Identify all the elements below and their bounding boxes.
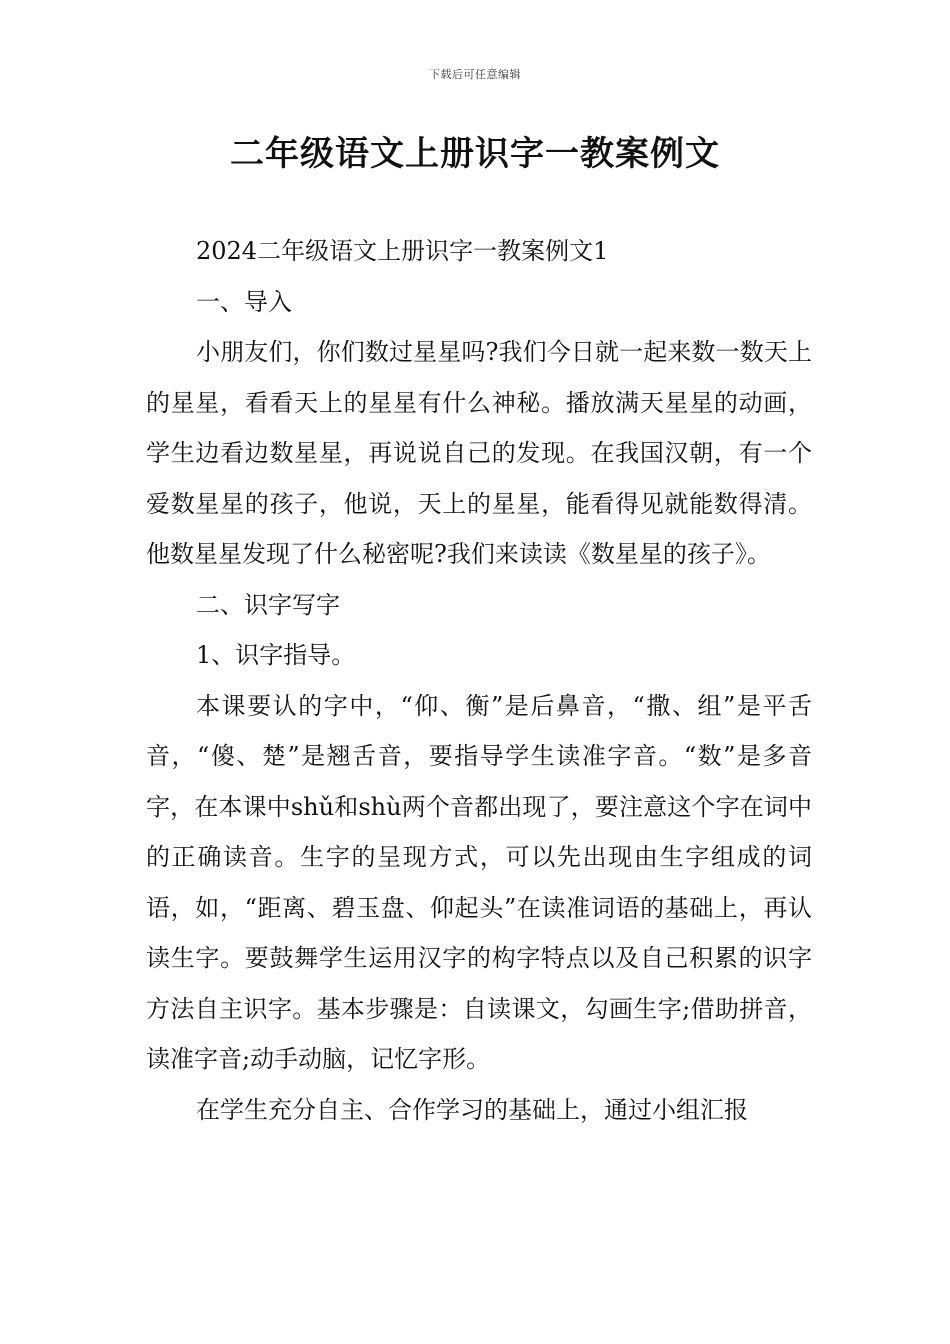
body-paragraph: 本课要认的字中，“仰、衡”是后鼻音，“撒、组”是平舌音，“傻、楚”是翘舌音，要指导学生读准字音。“数”是多音字，在本课中shǔ和shù两个音都出现了，要注意这个字在词中的正确读音。生字的呈现方式，可以先出现由生字组成的词语，如，“距离、碧玉盘、仰起头”在读准词语的基础上，再认读生字。要鼓舞学生运用汉字的构字特点以及自己积累的识字方法自主识字。基本步骤是：自读课文，勾画生字;借助拼音，读准字音;动手动脑，记忆字形。 — [146, 691, 812, 1073]
subsection-heading: 一、导入 — [196, 287, 292, 316]
body-paragraph: 在学生充分自主、合作学习的基础上，通过小组汇报 — [196, 1095, 748, 1124]
header-note: 下载后可任意编辑 — [429, 68, 521, 81]
document-title: 二年级语文上册识字一教案例文 — [230, 134, 720, 174]
section-heading: 2024二年级语文上册识字一教案例文1 — [196, 237, 609, 265]
subsection-heading: 二、识字写字 — [196, 590, 340, 619]
document-body — [146, 226, 812, 1135]
body-paragraph: 小朋友们，你们数过星星吗?我们今日就一起来数一数天上的星星，看看天上的星星有什么神秘。播放满天星星的动画，学生边看边数星星，再说说自己的发现。在我国汉朝，有一个爱数星星的孩子，他说，天上的星星，能看得见就能数得清。他数星星发现了什么秘密呢?我们来读读《数星星的孩子》。 — [146, 338, 812, 568]
subsection-heading: 1、识字指导。 — [196, 641, 356, 669]
